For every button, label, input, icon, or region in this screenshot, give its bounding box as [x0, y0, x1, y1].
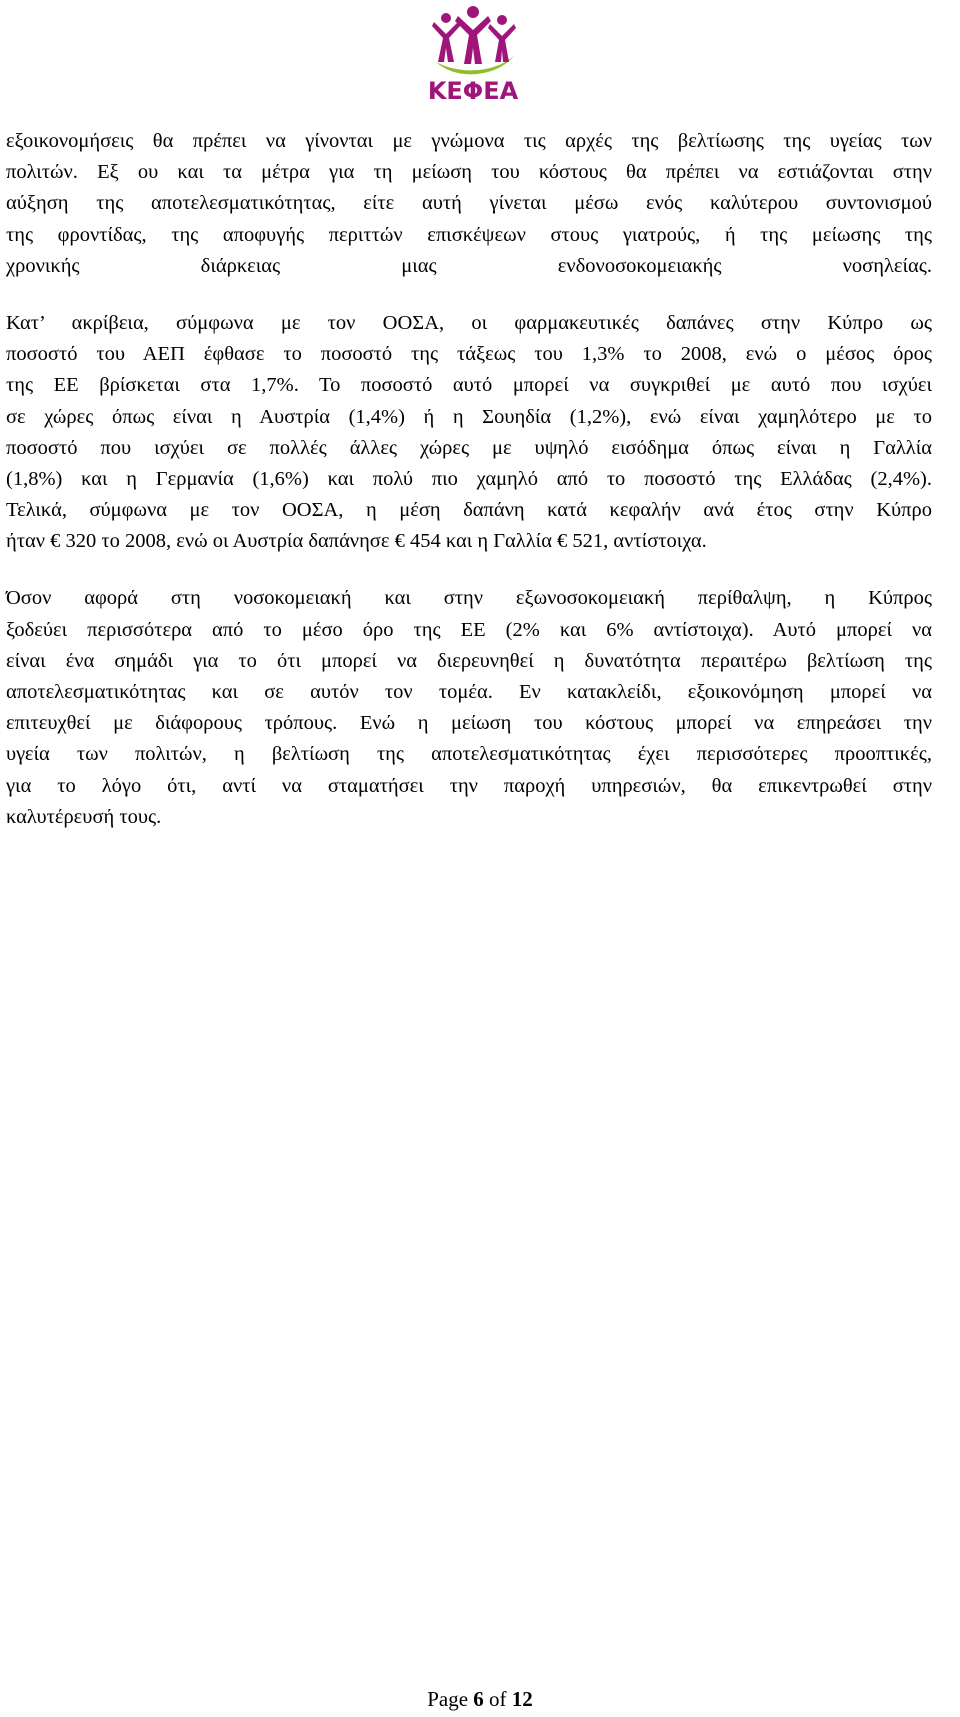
- paragraph-cost-reduction: [6, 126, 932, 282]
- text-line: Τελικά, σύμφωνα με τον ΟΟΣΑ, η μέση δαπάνη κατά κεφαλήν ανά έτος στην Κύπρο: [6, 499, 932, 522]
- kefea-logo: [418, 4, 528, 104]
- text-line: χρονικής διάρκειας μιας ενδονοσοκομειακής νοσηλείας.: [6, 254, 932, 277]
- text-line: Κατ’ ακρίβεια, σύμφωνα με τον ΟΟΣΑ, οι φαρμακευτικές δαπάνες στην Κύπρο ως: [6, 311, 932, 334]
- text-line: ποσοστό του ΑΕΠ έφθασε το ποσοστό της τάξεως του 1,3% το 2008, ενώ ο μέσος όρος: [6, 343, 932, 366]
- kefea-logo-figures-icon: [418, 4, 528, 104]
- page-footer: [0, 1686, 960, 1712]
- text-line: (1,8%) και η Γερμανία (1,6%) και πολύ πιο χαμηλό από το ποσοστό της Ελλάδας (2,4%).: [6, 467, 932, 490]
- of-label: of: [489, 1687, 507, 1711]
- text-line: πολιτών. Εξ ου και τα μέτρα για τη μείωση του κόστους θα πρέπει να εστιάζονται στην: [6, 161, 932, 184]
- text-line: ήταν € 320 το 2008, ενώ οι Αυστρία δαπάνησε € 454 και η Γαλλία € 521, αντίστοιχα.: [6, 530, 707, 553]
- text-line: ποσοστό που ισχύει σε πολλές άλλες χώρες με υψηλό εισόδημα όπως είναι η Γαλλία: [6, 436, 932, 459]
- text-line: αποτελεσματικότητας και σε αυτόν τον τομέα. Εν κατακλείδι, εξοικονόμηση μπορεί να: [6, 681, 932, 703]
- text-line: εξοικονομήσεις θα πρέπει να γίνονται με γνώμονα τις αρχές της βελτίωσης της υγείας των: [6, 130, 932, 152]
- text-line: αύξηση της αποτελεσματικότητας, είτε αυτή γίνεται μέσω ενός καλύτερου συντονισμού: [6, 192, 932, 215]
- text-line: ξοδεύει περισσότερα από το μέσο όρο της ΕΕ (2% και 6% αντίστοιχα). Αυτό μπορεί να: [6, 618, 932, 641]
- paragraph-hospital-care: [6, 583, 932, 833]
- svg-text:ΚΕΦΕΑ: ΚΕΦΕΑ: [427, 77, 519, 104]
- page-label: Page: [427, 1687, 469, 1711]
- text-line: για το λόγο ότι, αντί να σταματήσει την παροχή υπηρεσιών, θα επικεντρωθεί στην: [6, 774, 932, 797]
- paragraph-pharmaceutical-spending: [6, 308, 932, 558]
- text-line: της φροντίδας, της αποφυγής περιττών επισκέψεων στους γιατρούς, ή της μείωσης της: [6, 223, 932, 246]
- text-line: καλυτέρευσή τους.: [6, 805, 162, 828]
- document-body: [6, 126, 932, 859]
- text-line: είναι ένα σημάδι για το ότι μπορεί να διερευνηθεί η δυνατότητα περαιτέρω βελτίωση της: [6, 649, 932, 672]
- text-line: υγεία των πολιτών, η βελτίωση της αποτελεσματικότητας έχει περισσότερες προοπτικές,: [6, 743, 932, 766]
- text-line: επιτευχθεί με διάφορους τρόπους. Ενώ η μείωση του κόστους μπορεί να επηρεάσει την: [6, 712, 932, 735]
- text-line: της ΕΕ βρίσκεται στα 1,7%. Το ποσοστό αυτό μπορεί να συγκριθεί με αυτό που ισχύει: [6, 374, 932, 397]
- total-pages-number: 12: [511, 1687, 533, 1711]
- text-line: σε χώρες όπως είναι η Αυστρία (1,4%) ή η Σουηδία (1,2%), ενώ είναι χαμηλότερο με το: [6, 405, 932, 428]
- current-page-number: 6: [473, 1687, 484, 1711]
- text-line: Όσον αφορά στη νοσοκομειακή και στην εξωνοσοκομειακή περίθαλψη, η Κύπρος: [6, 587, 932, 610]
